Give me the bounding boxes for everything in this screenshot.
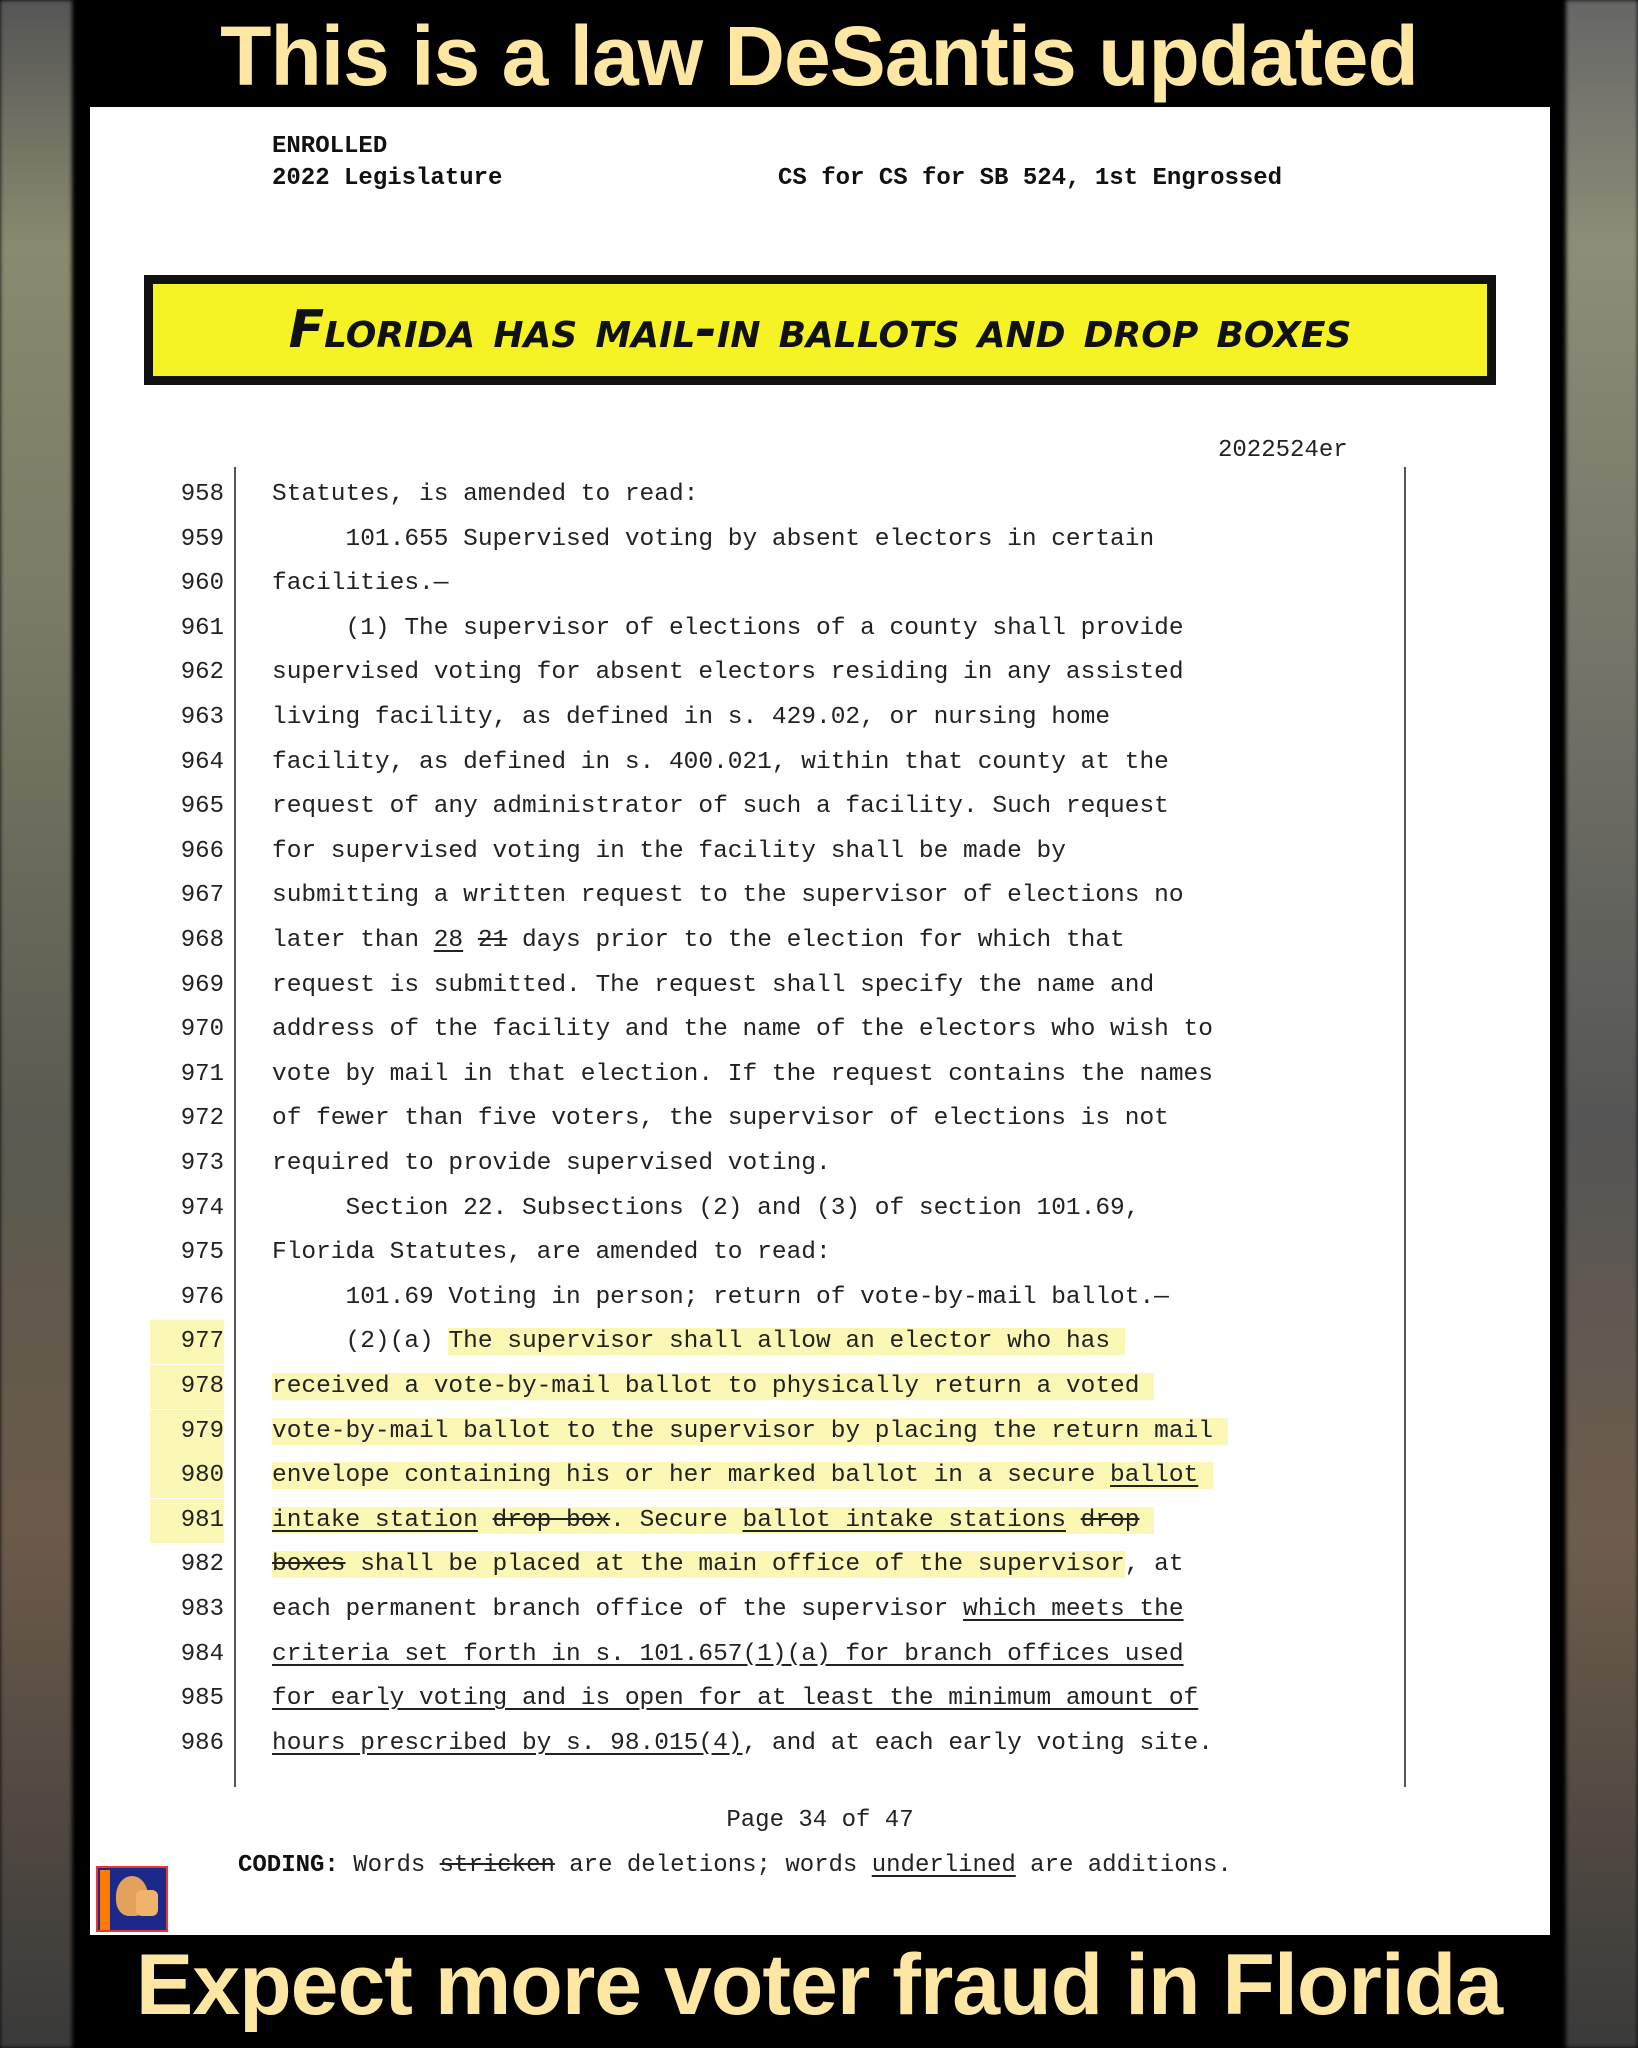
bill-line [90, 562, 1550, 606]
line-text: submitting a written request to the supervisor of elections no [272, 882, 1184, 910]
line-number: 977 [150, 1320, 224, 1364]
line-text: for early voting and is open for at least the minimum amount of [272, 1685, 1199, 1713]
coding-underlined: underlined [871, 1852, 1016, 1879]
line-number: 968 [180, 927, 224, 954]
coding-text-2: are deletions; words [554, 1852, 872, 1879]
bill-line [90, 964, 1550, 1008]
bill-line [90, 874, 1550, 918]
line-text: envelope containing his or her marked ballot in a secure ballot [272, 1454, 1213, 1498]
line-text: vote by mail in that election. If the request contains the names [272, 1060, 1213, 1088]
line-number: 980 [150, 1454, 224, 1498]
line-text: facility, as defined in s. 400.021, within that county at the [272, 748, 1169, 776]
line-number: 982 [180, 1551, 224, 1579]
line-number: 976 [180, 1283, 224, 1311]
line-text: hours prescribed by s. 98.015(4), and at each early voting site. [272, 1729, 1213, 1757]
line-number: 975 [180, 1239, 224, 1267]
right-blurred-border [1566, 0, 1638, 2048]
line-number: 971 [180, 1060, 224, 1088]
bill-line [90, 1499, 1550, 1543]
line-number: 973 [180, 1150, 224, 1177]
enrolled-label: ENROLLED [272, 133, 388, 160]
bill-line [90, 1365, 1550, 1409]
bill-line [90, 1543, 1550, 1587]
line-text: (2)(a) The supervisor shall allow an elector who has [272, 1328, 1125, 1356]
line-text: Florida Statutes, are amended to read: [272, 1239, 831, 1267]
bill-line [90, 1142, 1550, 1186]
line-text: facilities.— [272, 570, 449, 598]
line-number: 979 [150, 1410, 224, 1454]
bill-line [90, 1454, 1550, 1498]
meme-bottom-caption: Expect more voter fraud in Florida [135, 1937, 1503, 2033]
line-text: required to provide supervised voting. [272, 1150, 831, 1177]
bill-line [90, 785, 1550, 829]
bill-line [90, 1320, 1550, 1364]
line-text: boxes shall be placed at the main office of the supervisor, at [272, 1551, 1184, 1579]
document-page [90, 107, 1550, 1935]
bill-line [90, 1722, 1550, 1766]
line-text: intake station drop box. Secure ballot intake stations drop [272, 1499, 1154, 1543]
line-text: Statutes, is amended to read: [272, 481, 699, 508]
line-text: supervised voting for absent electors residing in any assisted [272, 659, 1184, 687]
line-number: 972 [180, 1105, 224, 1133]
facepalm-logo-icon [96, 1866, 168, 1932]
bill-line [90, 830, 1550, 874]
line-text: Section 22. Subsections (2) and (3) of section 101.69, [272, 1194, 1140, 1222]
bill-line [90, 607, 1550, 651]
left-blurred-border [0, 0, 72, 2048]
line-number: 974 [180, 1194, 224, 1222]
line-number: 960 [180, 570, 224, 598]
line-text: 101.69 Voting in person; return of vote-by-mail ballot.— [272, 1283, 1169, 1311]
document-id: 2022524er [1218, 437, 1348, 464]
bill-line [90, 696, 1550, 740]
bill-line [90, 1231, 1550, 1275]
bill-line [90, 741, 1550, 785]
line-text: living facility, as defined in s. 429.02, or nursing home [272, 704, 1111, 731]
line-text: 101.655 Supervised voting by absent electors in certain [272, 525, 1155, 553]
bill-line [90, 1410, 1550, 1454]
bill-line [90, 651, 1550, 695]
line-text: received a vote-by-mail ballot to physically return a voted [272, 1373, 1155, 1400]
bill-label: CS for CS for SB 524, 1st Engrossed [778, 165, 1283, 192]
bill-line [90, 919, 1550, 963]
line-number: 986 [180, 1729, 224, 1757]
line-number: 965 [180, 793, 224, 821]
line-text: address of the facility and the name of the electors who wish to [272, 1016, 1213, 1044]
page-number: Page 34 of 47 [726, 1807, 914, 1834]
bill-line [90, 1187, 1550, 1231]
line-number: 984 [180, 1640, 224, 1668]
banner-text: Florida has mail-in ballots and drop boxes [288, 300, 1352, 360]
coding-label: CODING: [238, 1852, 339, 1879]
bill-line [90, 518, 1550, 562]
line-text: later than 28 21 days prior to the election for which that [272, 927, 1125, 954]
line-number: 967 [180, 882, 224, 910]
coding-legend [238, 1852, 1232, 1879]
bill-line [90, 1588, 1550, 1632]
yellow-banner [144, 275, 1496, 385]
line-text: of fewer than five voters, the supervisor of elections is not [272, 1105, 1169, 1133]
legislature-label: 2022 Legislature [272, 165, 503, 192]
line-number: 985 [180, 1685, 224, 1713]
line-number: 964 [180, 748, 224, 776]
coding-text-3: are additions. [1015, 1852, 1232, 1879]
line-number: 959 [180, 525, 224, 553]
meme-top-caption: This is a law DeSantis updated [220, 9, 1418, 103]
line-text: vote-by-mail ballot to the supervisor by placing the return mail [272, 1417, 1228, 1445]
bill-line [90, 1008, 1550, 1052]
line-number: 961 [180, 614, 224, 642]
line-text: criteria set forth in s. 101.657(1)(a) for branch offices used [272, 1640, 1184, 1668]
bill-line [90, 473, 1550, 517]
line-text: for supervised voting in the facility shall be made by [272, 837, 1066, 865]
line-number: 966 [180, 837, 224, 865]
line-number: 970 [180, 1016, 224, 1044]
line-number: 969 [180, 971, 224, 999]
line-number: 962 [180, 659, 224, 687]
line-text: (1) The supervisor of elections of a county shall provide [272, 614, 1184, 642]
coding-stricken: stricken [439, 1852, 555, 1879]
line-number: 963 [180, 704, 224, 731]
line-number: 983 [180, 1596, 224, 1623]
line-number: 978 [150, 1365, 224, 1409]
coding-text-1: Words [338, 1852, 440, 1879]
bill-line [90, 1276, 1550, 1320]
bill-line [90, 1053, 1550, 1097]
bill-line [90, 1097, 1550, 1141]
bill-line [90, 1633, 1550, 1677]
line-number: 958 [180, 481, 224, 508]
line-text: request is submitted. The request shall specify the name and [272, 971, 1155, 999]
line-text: each permanent branch office of the supervisor which meets the [272, 1596, 1184, 1623]
line-text: request of any administrator of such a facility. Such request [272, 793, 1169, 821]
bill-line [90, 1677, 1550, 1721]
line-number: 981 [150, 1499, 224, 1543]
